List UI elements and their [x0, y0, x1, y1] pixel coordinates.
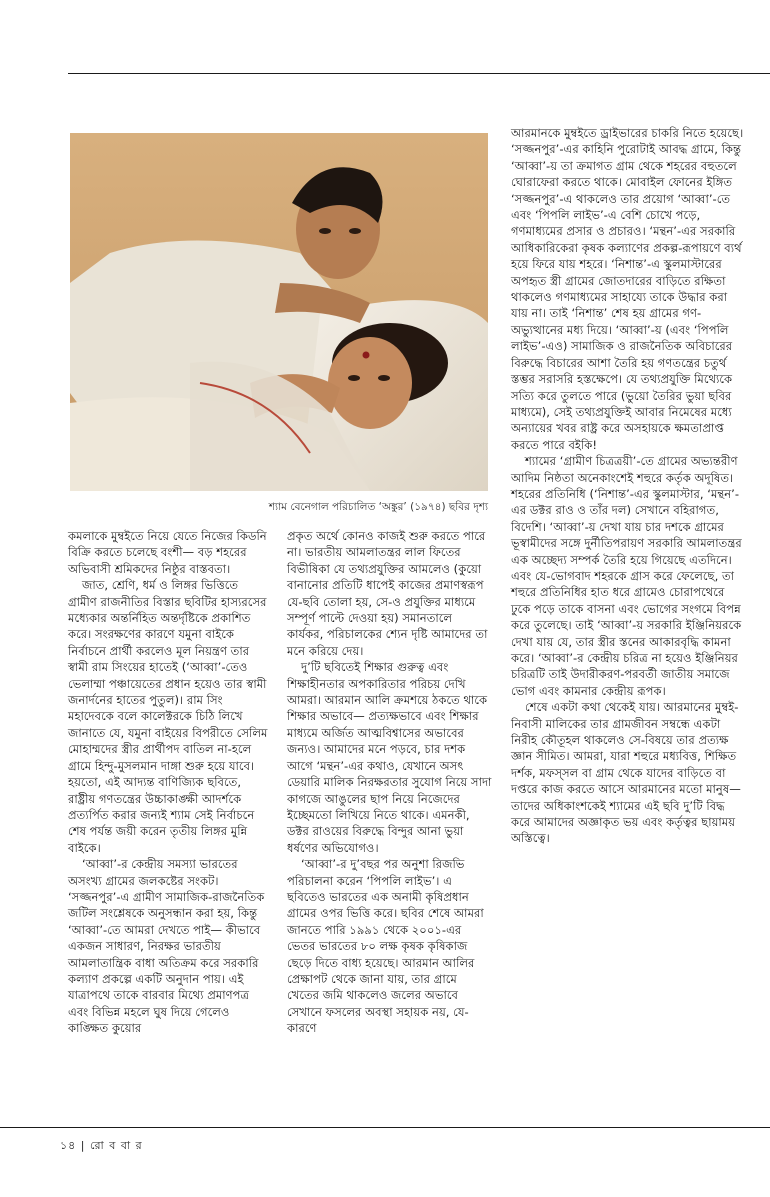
paragraph: জাত, শ্রেণি, ধর্ম ও লিঙ্গর ভিত্তিতে গ্রামীণ রাজনীতির বিস্তার ছবিটির হাস্যরসের মধ্যেকার অন্তর্নিহিত অন্তর্দৃষ্টিকে প্রকাশিত করে। সংরক্ষণের কারণে যমুনা বাইকে নির্বাচনে প্রার্থী করলেও মূল নিয়ন্ত্রণ তার স্বামী রাম সিংয়ের হাতেই (‘আব্বা’-তেও ভেলাম্মা পঞ্চায়েতের প্রধান হয়েও তার স্বামী জনার্দনের হাতের পুতুল)। রাম সিং মহাদেবকে বলে কালেক্টরকে চিঠি লিখে জানাতে যে, যমুনা বাইয়ের বিপরীতে সেলিম মোহাম্মদের স্ত্রীর প্রার্থীপদ বাতিল না-হলে গ্রামে হিন্দু-মুসলমান দাঙ্গা শুরু হয়ে যাবে। হয়তো, এই আদ্যন্ত বাণিজ্যিক ছবিতে, রাষ্ট্রীয় গণতন্ত্রের উচ্চাকাঙ্ক্ষী আদর্শকে প্রত্যর্পিত করার জন্যই শ্যাম সেই নির্বাচনে শেষ পর্যন্ত জয়ী করেন তৃতীয় লিঙ্গর মুন্নি বাইকে। [68, 578, 268, 855]
magazine-name: রো ব বা র [90, 1139, 143, 1152]
paragraph: ‘আব্বা’-র দু’বছর পর অনুশা রিজভি পরিচালনা করেন ‘পিপলি লাইভ’। এ ছবিতেও ভারতের এক অনামী কৃষিপ্রধান গ্রামের ওপর ভিত্তি করে। ছবির শেষে আমরা জানতে পারি ১৯৯১ থেকে ২০০১-এর ভেতর ভারতের ৮০ লক্ষ কৃষক কৃষিকাজ ছেড়ে দিতে বাধ্য হয়েছে। আরমান আলির প্রেক্ষাপট থেকে জানা যায়, তার গ্রামে খেতের জমি থাকলেও জলের অভাবে সেখানে ফসলের অবস্থা সহায়ক নয়, যে-কারণে [287, 857, 484, 1036]
paragraph: শ্যামের ‘গ্রামীণ চিত্রত্রয়ী’-তে গ্রামের অভ্যন্তরীণ আদিম নিষ্ঠতা অনেকাংশেই শহুরে কর্তৃক অদূষিত। শহরের প্রতিনিধি (‘নিশান্ত’-এর স্কুলমাস্টার, ‘মন্থন’-এর ডক্টর রাও ও তাঁর দল) সেখানে বহিরাগত, বিদেশি। ‘আব্বা’-য় দেখা যায় চার দশকে গ্রামের ভূস্বামীদের সঙ্গে দুর্নীতিপরায়ণ সরকারি আমলাতন্ত্রর এক অচ্ছেদ্য সম্পর্ক তৈরি হয়ে গিয়েছে এতদিনে। এবং যে-ভোগবাদ শহরকে গ্রাস করে ফেলেছে, তা শহুরে প্রতিনিধির হাত ধরে গ্রামেও চোরাপথেরে ঢুকে পড়ে তাকে বাসনা এবং ভোগের সংগমে বিপন্ন করে তুলেছে। তাই ‘আব্বা’-য় সরকারি ইঞ্জিনিয়রকে দেখা যায় যে, তার স্ত্রীর স্তনের আকারবৃদ্ধি কামনা করে। ‘আব্বা’-র কেন্দ্রীয় চরিত্র না হয়েও ইঞ্জিনিয়র চরিত্রটি তাই উদারীকরণ-পরবর্তী জাতীয় সমাজে ভোগ এবং কামনার কেন্দ্রীয় রূপক। [511, 454, 742, 698]
page-number: ১৪ [60, 1139, 77, 1152]
paragraph: ‘আব্বা’-র কেন্দ্রীয় সমস্যা ভারতের অসংখ্য গ্রামের জলকষ্টের সংকট। ‘সজ্জনপুর’-এ গ্রামীণ সামাজিক-রাজনৈতিক জটিল সংশ্লেষকে অনুসন্ধান করা হয়, কিন্তু ‘আব্বা’-তে আমরা দেখতে পাই— কীভাবে একজন সাধারণ, নিরক্ষর ভারতীয় আমলাতান্ত্রিক বাধা অতিক্রম করে সরকারি কল্যাণ প্রকল্পে একটি অনুদান পায়। এই যাত্রাপথে তাকে বারবার মিথ্যে প্রমাণপত্র এবং বিভিন্ন মহলে ঘুষ দিয়ে গেলেও কাঙ্ক্ষিত কুয়োর [68, 857, 265, 1036]
film-still-photo [70, 133, 488, 491]
paragraph: প্রকৃত অর্থে কোনও কাজই শুরু করতে পারে না। ভারতীয় আমলাতন্ত্রর লাল ফিতের বিভীষিকা যে তথ্যপ্রযুক্তির আমলেও (কুয়ো বানানোর প্রতিটি ধাপেই কাজের প্রমাণস্বরূপ যে-ছবি তোলা হয়, সে-ও প্রযুক্তির মাধ্যমে সম্পূর্ণ পাল্টে দেওয়া হয়) সমানতালে কার্যকর, পরিচালকের শ্যেন দৃষ্টি আমাদের তা মনে করিয়ে দেয়। [287, 529, 488, 658]
header-rule [68, 73, 770, 74]
paragraph: শেষে একটা কথা থেকেই যায়। আরমানের মুম্বই-নিবাসী মালিকের তার গ্রামজীবন সম্বন্ধে একটা নিরীহ কৌতূহল থাকলেও সে-বিষয়ে তার প্রত্যক্ষ জ্ঞান সীমিত। আমরা, যারা শহুরে মধ্যবিত্ত, শিক্ষিত দর্শক, মফস্সল বা গ্রাম থেকে যাদের বাড়িতে বা দপ্তরে কাজ করতে আসে আরমানের মতো মানুষ— তাদের অধিকাংশকেই শ্যামের এই ছবি দু’টি বিদ্ধ করে আমাদের অজ্ঞাকৃত ভয় এবং কর্তৃত্বর ছায়াময় অস্তিত্বে। [511, 700, 741, 846]
footer-rule [0, 1127, 770, 1128]
article-column-middle [287, 528, 492, 1037]
footer-separator: | [80, 1139, 86, 1152]
paragraph: দু’টি ছবিতেই শিক্ষার গুরুত্ব এবং শিক্ষাহীনতার অপকারিতার পরিচয় দেখি আমরা। আরমান আলি ক্রমশয়ে ঠকতে থাকে শিক্ষার অভাবে— প্রত্যক্ষভাবে এবং শিক্ষার মাধ্যমে অর্জিত আত্মবিশ্বাসের অভাবের জন্যও। আমাদের মনে পড়বে, চার দশক আগে ‘মন্থন’-এর কথাও, যেখানে অসৎ ডেয়ারি মালিক নিরক্ষরতার সুযোগ নিয়ে সাদা কাগজে আঙুলের ছাপ নিয়ে নিজেদের ইচ্ছেমতো লিখিয়ে নিতে থাকে। এমনকী, ডক্টর রাওয়ের বিরুদ্ধে বিন্দুর আনা ভুয়া ধর্ষণের অভিযোগও। [287, 660, 492, 855]
film-still-illustration [70, 133, 488, 491]
article-column-left [68, 528, 268, 1037]
page-footer [60, 1137, 143, 1156]
article-column-right [511, 125, 745, 847]
photo-caption: শ্যাম বেনেগাল পরিচালিত ‘অঙ্কুর’ (১৯৭৪) ছবির দৃশ্য [268, 501, 488, 513]
paragraph: কমলাকে মুম্বইতে নিয়ে যেতে নিজের কিডনি বিক্রি করতে চলেছে বংশী— বড় শহরের অভিবাসী শ্রমিকদের নিষ্ঠুর বাস্তবতা। [68, 529, 267, 576]
paragraph: আরমানকে মুম্বইতে ড্রাইভারের চাকরি নিতে হয়েছে। ‘সজ্জনপুর’-এর কাহিনি পুরোটাই আবদ্ধ গ্রামে, কিন্তু ‘আব্বা’-য় তা ক্রমাগত গ্রাম থেকে শহরের বহুতলে ঘোরাফেরা করতে থাকে। মোবাইল ফোনের ইঙ্গিত ‘সজ্জনপুর’-এ থাকলেও তার প্রয়োগ ‘আব্বা’-তে এবং ‘পিপলি লাইভ’-এ বেশি চোখে পড়ে, গণমাধ্যমের প্রসার ও প্রচারও। ‘মন্থন’-এর সরকারি আধিকারিকেরা কৃষক কল্যাণের প্রকল্প-রূপায়ণে ব্যর্থ হয়ে ফিরে যায় শহরে। ‘নিশান্ত’-এ স্কুলমাস্টারের অপহৃত স্ত্রী গ্রামের জোতদারের বাড়িতে রক্ষিতা থাকলেও গণমাধ্যমের সাহায্যে তাকে উদ্ধার করা যায় না। তাই ‘নিশান্ত’ শেষ হয় গ্রামের গণ-অভ্যুত্থানের মধ্য দিয়ে। ‘আব্বা’-য় (এবং ‘পিপলি লাইভ’-এও) সামাজিক ও রাজনৈতিক অবিচারের বিরুদ্ধে বিচারের আশা তৈরি হয় গণতন্ত্রের চতুর্থ স্তম্ভর সরাসরি হস্তক্ষেপে। যে তথ্যপ্রযুক্তি মিথ্যেকে সত্যি করে তুলতে পারে (ভুয়ো তৈরির ভুয়া ছবির মাধ্যমে), সেই তথ্যপ্রযুক্তিই আবার নিমেষের মধ্যে অন্যায়ের খবর রাষ্ট্র করে অসহায়কে ক্ষমতাপ্রাপ্ত করতে পারে বইকি! [511, 126, 744, 452]
